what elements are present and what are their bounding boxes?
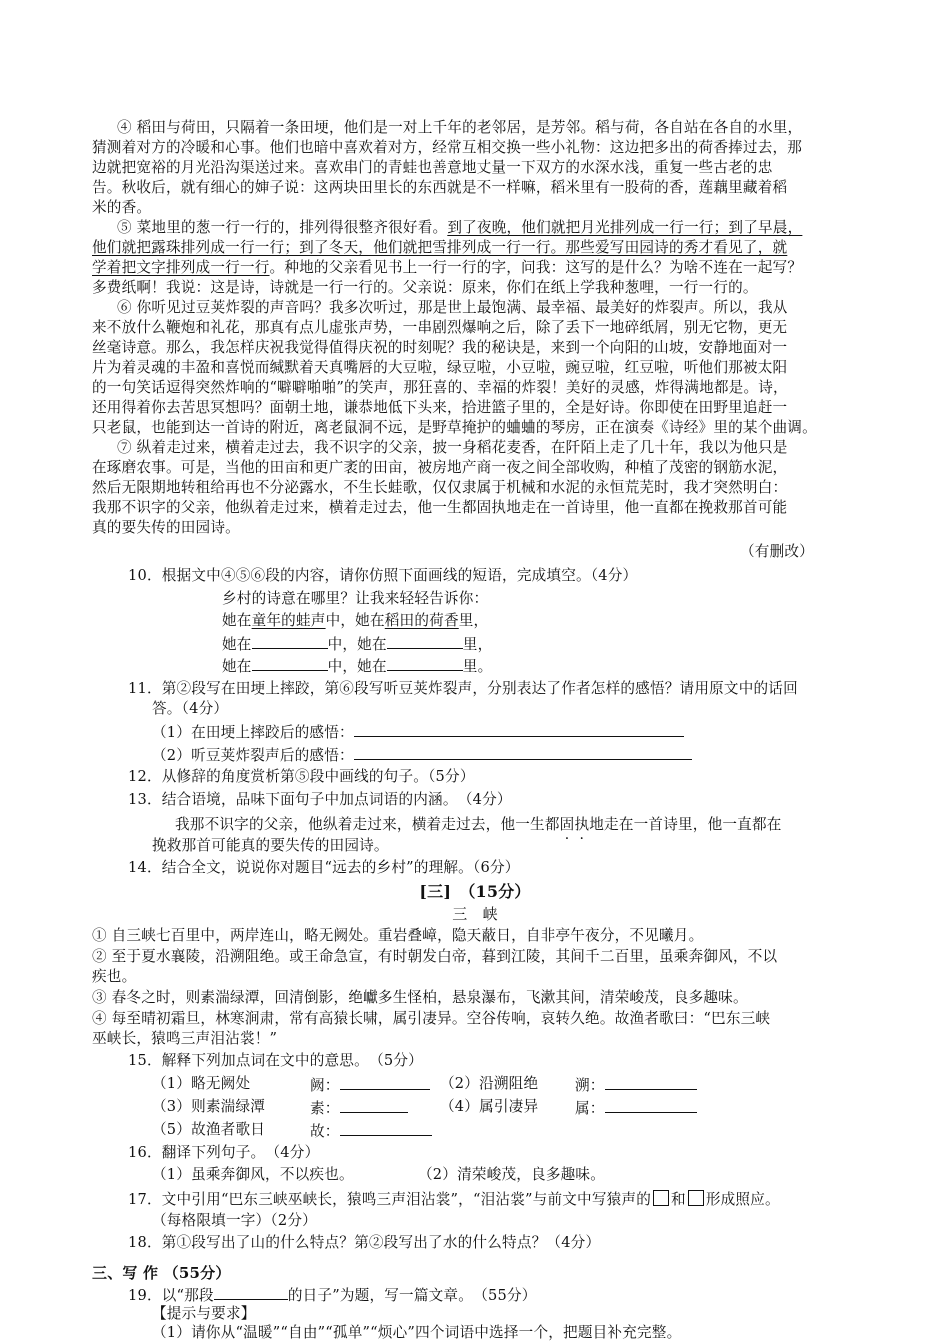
q10-text: 中，她在 xyxy=(327,636,387,653)
q15-blank[interactable] xyxy=(605,1074,697,1090)
q10-example-phrase: 童年的蛙声 xyxy=(251,612,326,629)
q17-text: 和 xyxy=(671,1191,686,1208)
passage-p4-line3: 边就把宽裕的月光沿沟渠送过来。喜欢串门的青蛙也善意地丈量一下双方的水深水浅，重复一些古老的忠 xyxy=(92,159,773,176)
p5-underlined-sentence: 他们就把露珠排列成一行一行；到了冬天，他们就把雪排列成一行一行。那些爱写田园诗的秀才看见了，就 xyxy=(92,239,788,256)
q13-text: 我那不识字的父亲，他纵着走过来，横着走过去，他一生都 xyxy=(175,816,560,833)
q10-text: 中，她在 xyxy=(325,612,385,629)
sanxia-title: 三 峡 xyxy=(452,905,498,923)
q11-stem-line1: 11．第②段写在田埂上摔跤，第⑥段写听豆荚炸裂声，分别表达了作者怎样的感悟？请用原文中的话回 xyxy=(128,680,798,697)
q10-text: 她在 xyxy=(222,636,252,653)
q11-answer-line[interactable] xyxy=(354,744,692,760)
passage-p6-line4: 片为着灵魂的丰盈和喜悦而缄默着天真嘴唇的大豆啦，绿豆啦，小豆啦，豌豆啦，红豆啦，听他们那被太阳 xyxy=(92,359,788,376)
p5-underlined-sentence: 到了夜晚，他们就把月光排列成一行一行；到了早晨， xyxy=(447,219,803,236)
q10-text: 里。 xyxy=(462,658,493,675)
sanxia-p3: ③ 春冬之时，则素湍绿潭，回清倒影，绝巘多生怪柏，悬泉瀑布，飞漱其间，清荣峻茂，良多趣味。 xyxy=(92,989,748,1006)
passage-p4-line5: 米的香。 xyxy=(92,199,152,216)
q10-text: 她在 xyxy=(222,612,252,629)
q10-intro: 乡村的诗意在哪里？让我来轻轻告诉你： xyxy=(222,590,489,607)
q14-stem: 14．结合全文，说说你对题目“远去的乡村”的理解。（6分） xyxy=(128,859,520,876)
passage-p6-line5: 的一句笑话逗得突然炸响的“噼噼啪啪”的笑声，那狂喜的、幸福的炸裂！美好的灵感，炸得满地都是。诗， xyxy=(92,379,788,396)
q13-text: 地走在一首诗里，他一直都在 xyxy=(589,816,782,833)
p5-underlined-sentence: 学着把文字排列成一行一行 xyxy=(92,259,270,276)
q15-word: 素： xyxy=(310,1100,340,1117)
writing-tips-heading: 【提示与要求】 xyxy=(152,1305,256,1322)
passage-p7-line2: 在琢磨农事。可是，当他的田亩和更广袤的田亩，被房地产商一夜之间全部收购，种植了茂密的钢筋水泥， xyxy=(92,459,788,476)
q11-answer-line[interactable] xyxy=(354,721,684,737)
passage-p6-line7: 只老鼠，也能到达一首诗的附近，离老鼠洞不远，是野草掩护的蛐蛐的琴房，正在演奏《诗经》里的某个曲调。 xyxy=(92,419,817,436)
source-note: （有删改） xyxy=(740,543,814,560)
q10-text: 她在 xyxy=(222,658,252,675)
q10-text: 里， xyxy=(462,636,493,653)
passage-p6-line2: 来不放什么鞭炮和礼花，那真有点儿虚张声势，一串剧烈爆响之后，除了丢下一地碎纸屑，别无它物，更无 xyxy=(92,319,788,336)
q15-answer-5 xyxy=(310,1120,432,1142)
q10-fill-line-1 xyxy=(222,633,492,655)
p5-plain-text: ⑤ 菜地里的葱一行一行的，排列得很整齐很好看。 xyxy=(117,219,448,236)
q17-answer-box[interactable] xyxy=(653,1190,669,1206)
q11-answer-1 xyxy=(152,721,684,743)
q17-answer-box[interactable] xyxy=(688,1190,704,1206)
q15-item-2: （2）沿溯阻绝 xyxy=(440,1075,539,1092)
q10-blank[interactable] xyxy=(387,633,463,649)
q13-dotted-word: 执 xyxy=(574,816,590,833)
passage-p7-line5: 真的要失传的田园诗。 xyxy=(92,519,240,536)
q15-blank[interactable] xyxy=(340,1074,430,1090)
q15-word: 故： xyxy=(310,1123,340,1140)
passage-p6-line1: ⑥ 你听见过豆荚炸裂的声音吗？我多次听过，那是世上最饱满、最幸福、最美好的炸裂声。所以，我从 xyxy=(117,299,788,316)
q19-title-blank[interactable] xyxy=(214,1284,288,1300)
sanxia-p4-line2: 巫峡长，猿鸣三声泪沾裳！” xyxy=(92,1030,278,1047)
q16-stem: 16．翻译下列句子。 （4分） xyxy=(128,1144,320,1161)
q11-label: （1）在田埂上摔跤后的感悟： xyxy=(152,724,354,741)
section3-heading: [三] （15分） xyxy=(419,882,531,901)
q15-blank[interactable] xyxy=(340,1120,432,1136)
q17-stem xyxy=(128,1190,780,1210)
q15-answer-1 xyxy=(310,1074,430,1096)
passage-p5-line2 xyxy=(92,238,787,258)
q10-text: 里， xyxy=(458,612,489,629)
q15-answer-4 xyxy=(575,1097,697,1119)
p5-plain-text: 。种地的父亲看见书上一行一行的字，问我：这写的是什么？为啥不连在一起写？ xyxy=(269,259,803,276)
passage-p4-line4: 告。秋收后，就有细心的婶子说：这两块田里长的东西就是不一样嘛，稻米里有一股荷的香，莲藕里藏着稻 xyxy=(92,179,788,196)
sanxia-p2-line1: ② 至于夏水襄陵，沿溯阻绝。或王命急宣，有时朝发白帝，暮到江陵，其间千二百里，虽乘奔御风，不以 xyxy=(92,948,778,965)
q16-sentence-1: （1）虽乘奔御风，不以疾也。 xyxy=(152,1166,354,1183)
q15-item-1: （1）略无阙处 xyxy=(152,1075,251,1092)
q11-label: （2）听豆荚炸裂声后的感悟： xyxy=(152,747,354,764)
q10-stem: 10．根据文中④⑤⑥段的内容，请你仿照下面画线的短语，完成填空。（4分） xyxy=(128,567,638,584)
q12-stem: 12．从修辞的角度赏析第⑤段中画线的句子。（5分） xyxy=(128,768,475,785)
passage-p5-line4: 多费纸啊！我说：这是诗，诗就是一行一行的。父亲说：原来，你们在纸上学我种葱哩，一行一行的。 xyxy=(92,279,758,296)
passage-p7-line1: ⑦ 纵着走过来，横着走过去，我不识字的父亲，披一身稻花麦香，在阡陌上走了几十年，我以为他只是 xyxy=(117,439,788,456)
passage-p4-line2: 猜测着对方的冷暖和心事。他们也暗中喜欢着对方，经常互相交换一些小礼物：这边把多出的荷香捧过去，那 xyxy=(92,139,803,156)
passage-p4-line1: ④ 稻田与荷田，只隔着一条田埂，他们是一对上千年的老邻居，是芳邻。稻与荷，各自站在各自的水里， xyxy=(117,119,803,136)
sanxia-p4-line1: ④ 每至晴初霜旦，林寒涧肃，常有高猿长啸，属引凄异。空谷传响，哀转久绝。故渔者歌曰：“巴东三峡 xyxy=(92,1010,771,1027)
q19-stem xyxy=(128,1284,537,1306)
q15-blank[interactable] xyxy=(605,1097,697,1113)
sanxia-p1: ① 自三峡七百里中，两岸连山，略无阙处。重岩叠嶂，隐天蔽日，自非亭午夜分，不见曦月。 xyxy=(92,927,704,944)
q13-dotted-word: 固 xyxy=(559,816,575,833)
passage-p6-line3: 丝毫诗意。那么，我怎样庆祝我觉得值得庆祝的时刻呢？我的秘诀是，来到一个向阳的山坡，安静地面对一 xyxy=(92,339,788,356)
q11-stem-line2: 答。（4分） xyxy=(152,700,229,717)
q15-blank[interactable] xyxy=(340,1097,408,1113)
q17-text: 17．文中引用“巴东三峡巫峡长，猿鸣三声泪沾裳”，“泪沾裳”与前文中写猿声的 xyxy=(128,1191,652,1208)
passage-p5-line1 xyxy=(117,218,802,238)
q11-answer-2 xyxy=(152,744,692,766)
q10-text: 中，她在 xyxy=(327,658,387,675)
q16-sentence-2: （2）清荣峻茂，良多趣味。 xyxy=(418,1166,606,1183)
q10-example-phrase: 稻田的荷香 xyxy=(384,612,459,629)
passage-p7-line4: 我那不识字的父亲，他纵着走过来，横着走过去，他一生都固执地走在一首诗里，他一直都在挽救那首可能 xyxy=(92,499,788,516)
q15-item-4: （4）属引凄异 xyxy=(440,1098,539,1115)
passage-p6-line6: 还用得着你去苦思冥想吗？面朝土地，谦恭地低下头来，拾进篮子里的，全是好诗。你即使在田野里追赶一 xyxy=(92,399,788,416)
q10-example-line xyxy=(222,611,488,631)
q10-blank[interactable] xyxy=(387,655,463,671)
q15-answer-3 xyxy=(310,1097,408,1119)
q17-note: （每格限填一字）（2分） xyxy=(152,1212,317,1229)
writing-requirement-1: （1）请你从“温暖”“自由”“孤单”“烦心”四个词语中选择一个，把题目补充完整。 xyxy=(152,1324,682,1341)
q10-blank[interactable] xyxy=(252,655,328,671)
sanxia-p2-line2: 疾也。 xyxy=(92,968,137,985)
q15-word: 阙： xyxy=(310,1077,340,1094)
q17-text: 形成照应。 xyxy=(705,1191,780,1208)
q10-blank[interactable] xyxy=(252,633,328,649)
q13-quote-line2: 挽救那首可能真的要失传的田园诗。 xyxy=(152,837,389,854)
q18-stem: 18．第①段写出了山的什么特点？第②段写出了水的什么特点？（4分） xyxy=(128,1234,601,1251)
q15-word: 属： xyxy=(575,1100,605,1117)
q15-item-5: （5）故渔者歌日 xyxy=(152,1121,266,1138)
q15-item-3: （3）则素湍绿潭 xyxy=(152,1098,266,1115)
q10-fill-line-2 xyxy=(222,655,492,677)
q13-quote-line1 xyxy=(175,815,782,835)
q13-stem: 13．结合语境，品味下面句子中加点词语的内涵。 （4分） xyxy=(128,791,512,808)
q15-answer-2 xyxy=(575,1074,697,1096)
q15-stem: 15．解释下列加点词在文中的意思。 （5分） xyxy=(128,1052,423,1069)
passage-p7-line3: 然后无限期地转租给再也不分泌露水，不生长蛙歌，仅仅隶属于机械和水泥的永恒荒芜时，我才突然明白： xyxy=(92,479,788,496)
q15-word: 溯： xyxy=(575,1077,605,1094)
q19-text: 19．以“那段 xyxy=(128,1287,214,1304)
q19-text: 的日子”为题，写一篇文章。 （55分） xyxy=(287,1287,537,1304)
writing-heading: 三、写 作 （55分） xyxy=(92,1264,231,1282)
passage-p5-line3 xyxy=(92,258,802,278)
